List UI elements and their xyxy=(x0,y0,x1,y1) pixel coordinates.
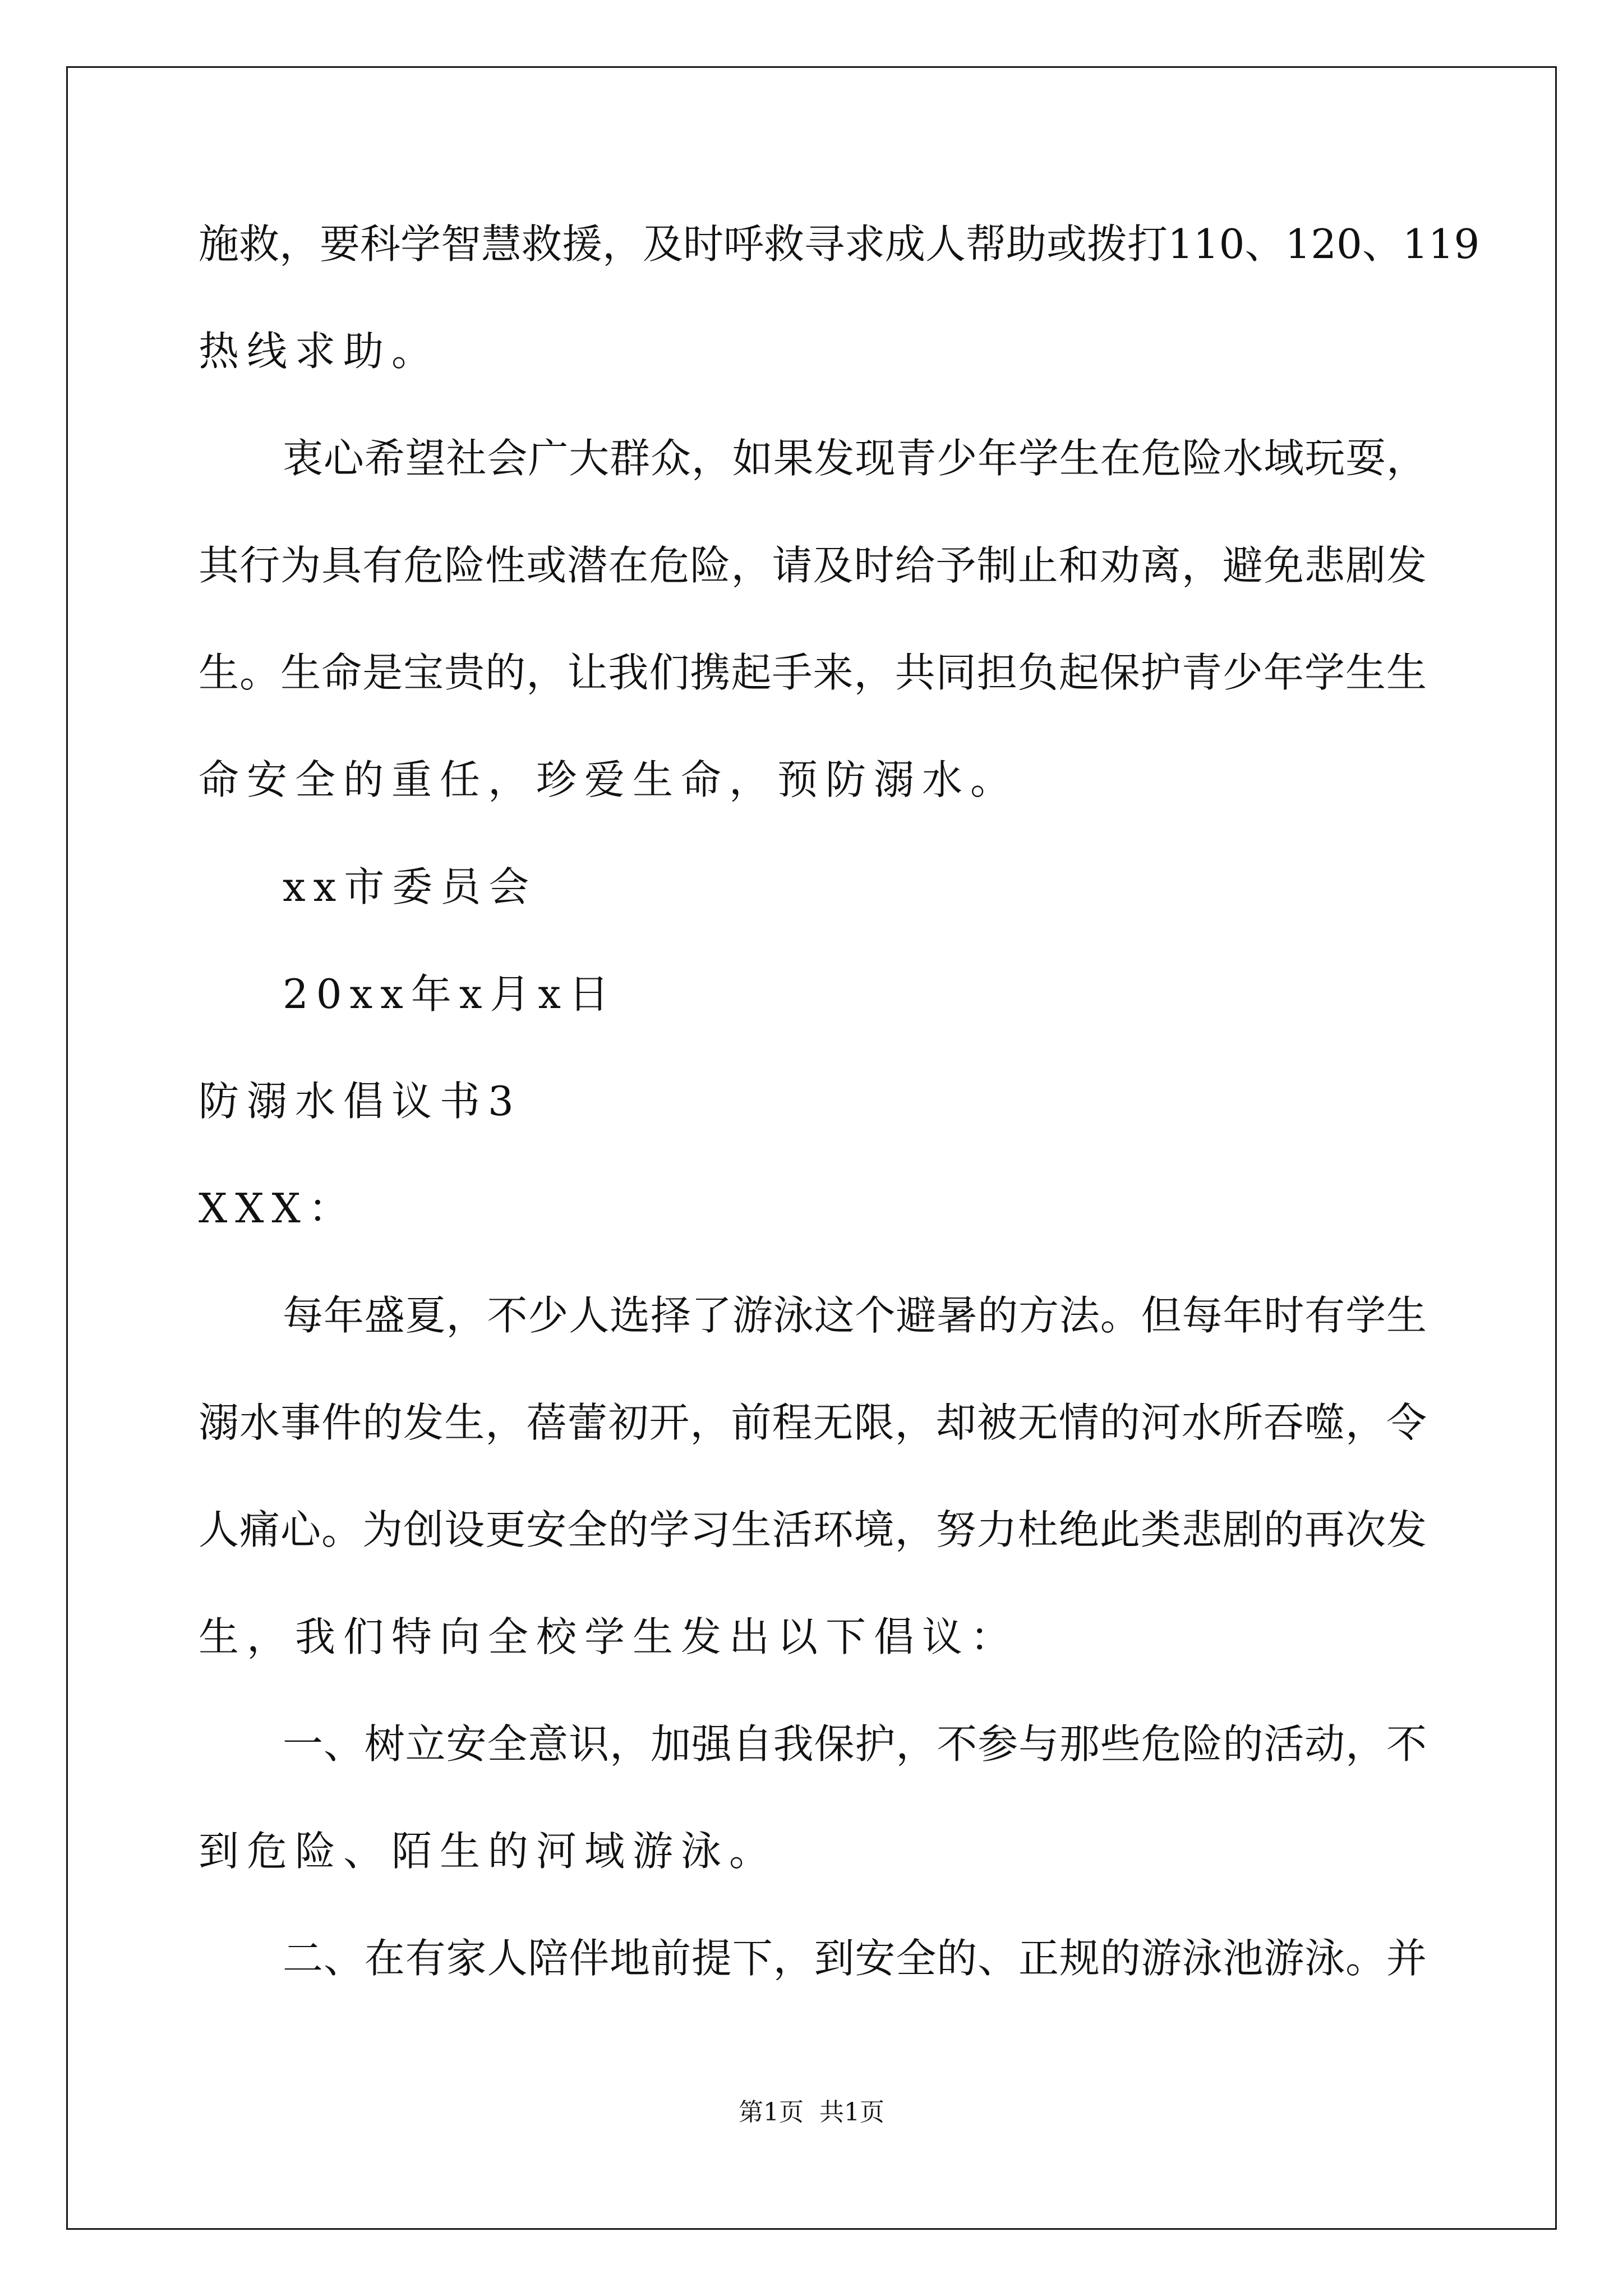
paragraph-line: 一、树立安全意识，加强自我保护，不参与那些危险的活动，不 xyxy=(283,1720,1427,1768)
paragraph-line: 其行为具有危险性或潜在危险，请及时给予制止和劝离，避免悲剧发 xyxy=(199,542,1427,589)
paragraph-line: 热线求助。 xyxy=(199,328,440,375)
signature-organization: xx市委员会 xyxy=(283,863,537,910)
paragraph-line: 溺水事件的发生，蓓蕾初开，前程无限，却被无情的河水所吞噬，令 xyxy=(199,1399,1427,1446)
document-body xyxy=(199,218,1480,2039)
paragraph-line: 施救，要科学智慧救援，及时呼救寻求成人帮助或拨打110、120、119 xyxy=(199,220,1480,268)
paragraph-line: 每年盛夏，不少人选择了游泳这个避暑的方法。但每年时有学生 xyxy=(283,1292,1427,1339)
section-title: 防溺水倡议书3 xyxy=(199,1078,522,1125)
paragraph-line: 到危险、陌生的河域游泳。 xyxy=(199,1828,778,1875)
signature-date: 20xx年x月x日 xyxy=(283,970,617,1018)
paragraph-line: 命安全的重任，珍爱生命，预防溺水。 xyxy=(199,756,1019,803)
paragraph-line: 二、在有家人陪伴地前提下，到安全的、正规的游泳池游泳。并 xyxy=(283,1935,1427,1982)
page-footer: 第1页 共1页 xyxy=(739,2098,884,2127)
salutation: XXX： xyxy=(199,1185,357,1232)
paragraph-line: 生。生命是宝贵的，让我们携起手来，共同担负起保护青少年学生生 xyxy=(199,649,1427,696)
paragraph-line: 衷心希望社会广大群众，如果发现青少年学生在危险水域玩耍， xyxy=(283,435,1427,482)
paragraph-line: 生，我们特向全校学生发出以下倡议： xyxy=(199,1613,1019,1660)
paragraph-line: 人痛心。为创设更安全的学习生活环境，努力杜绝此类悲剧的再次发 xyxy=(199,1506,1427,1553)
